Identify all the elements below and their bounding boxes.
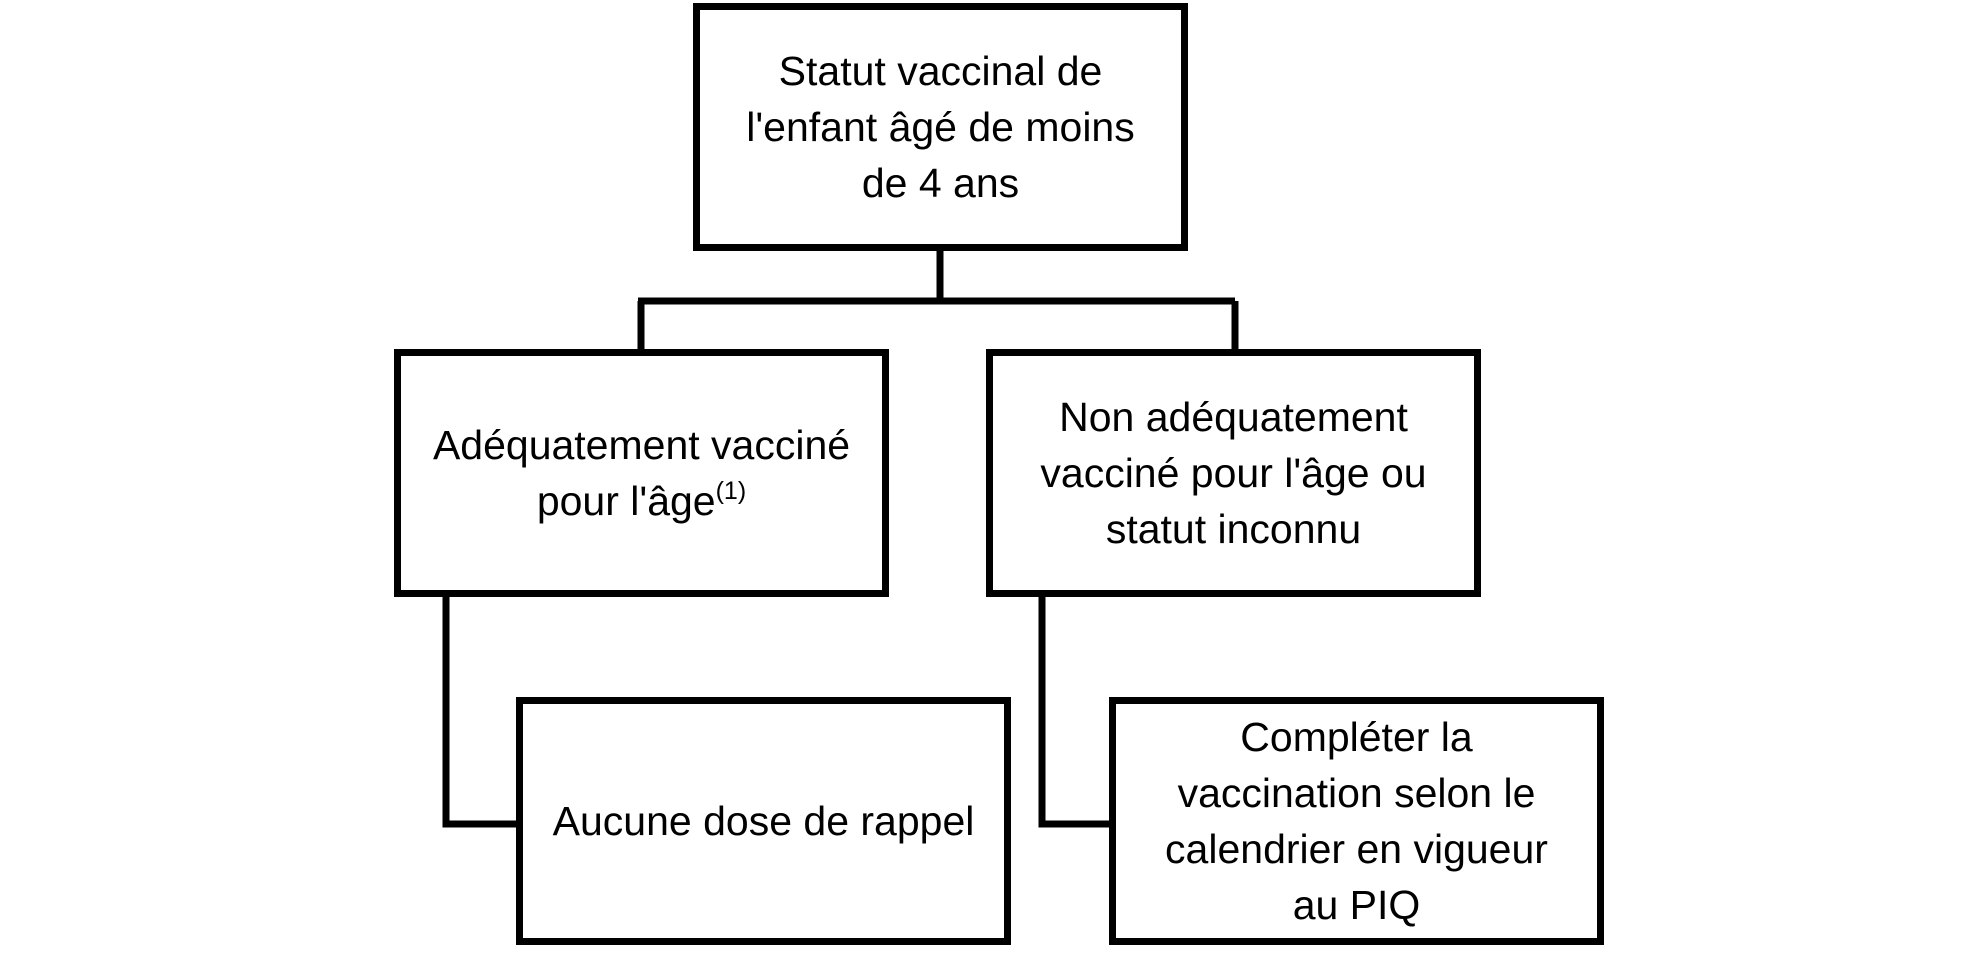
complete-vaccination-node [1109, 697, 1604, 945]
no-booster-line: Aucune dose de rappel [552, 798, 975, 844]
root-line: Statut vaccinal de [778, 48, 1103, 94]
adequately-vaccinated-line-with-footnote [433, 473, 850, 529]
root-node [693, 3, 1188, 251]
complete-vaccination-line: au PIQ [1292, 882, 1421, 928]
complete-vaccination-line: calendrier en vigueur [1165, 826, 1548, 872]
complete-vaccination-line: Compléter la [1240, 714, 1473, 760]
root-node-text [746, 43, 1134, 211]
adequately-vaccinated-node [394, 349, 889, 597]
root-line: de 4 ans [861, 160, 1020, 206]
no-booster-text [553, 793, 975, 849]
left-leaf-elbow-line [446, 597, 516, 824]
right-leaf-elbow-line [1042, 597, 1109, 824]
not-adequately-vaccinated-line: vacciné pour l'âge ou [1040, 450, 1427, 496]
not-adequately-vaccinated-text [1040, 389, 1426, 557]
adequately-vaccinated-line: Adéquatement vacciné [432, 422, 851, 468]
no-booster-node [516, 697, 1011, 945]
not-adequately-vaccinated-line: Non adéquatement [1059, 394, 1408, 440]
complete-vaccination-line: vaccination selon le [1177, 770, 1536, 816]
footnote-marker: (1) [715, 477, 747, 505]
adequately-vaccinated-text [433, 417, 850, 529]
complete-vaccination-text [1165, 709, 1548, 933]
not-adequately-vaccinated-line: statut inconnu [1105, 506, 1362, 552]
root-line: l'enfant âgé de moins [746, 104, 1135, 150]
adequately-vaccinated-line: pour l'âge [536, 478, 716, 524]
not-adequately-vaccinated-node [986, 349, 1481, 597]
